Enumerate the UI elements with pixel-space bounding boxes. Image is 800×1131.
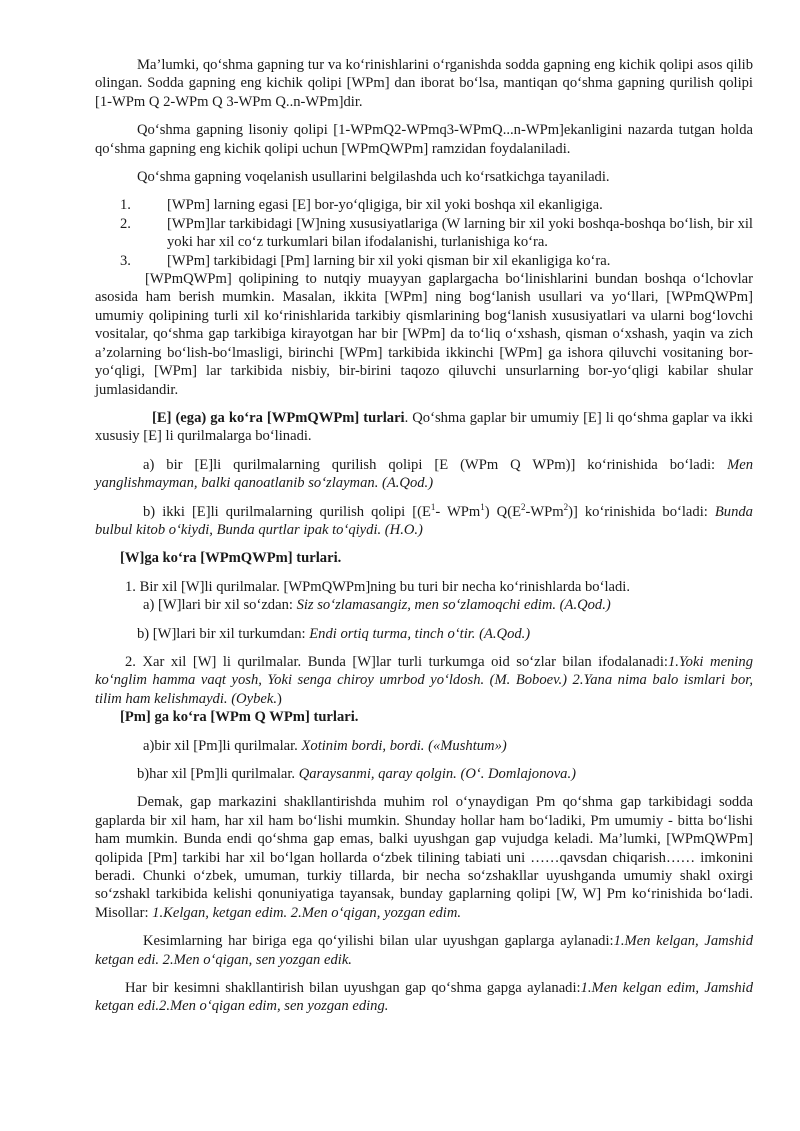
- paragraph-predicates: [95, 979, 753, 1016]
- example-quote: Siz so‘zlamasangiz, men so‘zlamoqchi edim. (A.Qod.): [296, 597, 611, 614]
- example-a: [95, 456, 753, 493]
- example-same-word: [95, 596, 753, 614]
- paragraph-subjects: [95, 932, 753, 969]
- example-text: b)har xil [Pm]li qurilmalar.: [137, 766, 299, 782]
- example-different-pm: [95, 765, 753, 783]
- example-quote: Qaraysanmi, qaray qolgin. (O‘. Domlajonova.): [298, 766, 576, 782]
- formula-superscript: 2: [563, 501, 569, 512]
- example-text: 2. Xar xil [W] li qurilmalar. Bunda [W]lar turli turkumga oid so‘zlar bilan ifodalanadi:: [125, 653, 668, 670]
- document-page: [95, 56, 753, 1016]
- paragraph-text: Har bir kesimni shakllantirish bilan uyushgan gap qo‘shma gapga aylanadi:: [125, 980, 581, 997]
- paragraph-text: Kesimlarning har biriga ega qo‘yilishi bilan ular uyushgan gaplarga aylanadi:: [143, 933, 614, 950]
- formula-part: b) ikki [E]li qurilmalarning qurilish qolipi [(E: [143, 503, 431, 520]
- example-same-class: [95, 625, 753, 643]
- section-heading-predicate: [W]ga ko‘ra [WPmQWPm] turlari.: [120, 550, 342, 567]
- formula-part: )] ko‘rinishida bo‘ladi:: [568, 503, 715, 520]
- example-same-pm: [95, 737, 753, 755]
- paragraph-criteria: Qo‘shma gapning voqelanish usullarini belgilashda uch ko‘rsatkichga tayaniladi.: [137, 169, 610, 186]
- section-heading: [E] (ega) ga ko‘ra [WPmQWPm] turlari: [152, 409, 405, 426]
- example-quote: 1.Yoki mening ko‘nglim hamma vaqt yosh, Yoki senga chiroy umrbod yo‘ldosh. (M. Boboev.): [95, 653, 753, 689]
- example-quote: 1.Men kelgan edim, Jamshid ketgan edi.2.Men o‘qigan edim, sen yozgan eding.: [95, 980, 753, 1015]
- formula-superscript: 1: [430, 501, 436, 512]
- section-heading-pm: [Pm] ga ko‘ra [WPm Q WPm] turlari.: [120, 709, 359, 726]
- list-item: [95, 196, 753, 214]
- paragraph-text: Demak, gap markazini shakllantirishda muhim rol o‘ynaydigan Pm qo‘shma gap tarkibidagi sodda gaplarda bir xil ham, har xil ham bo‘lishi mumkin. Shunday hollar ham bo‘ladiki, Pm umumiy - bitta bo‘lishi ham mumkin. Bunda endi qo‘shma gap emas, balki uyushgan gap vujudga keladi. Ma’lumki, [WPmQWPm] qolipida [Pm] tarkibi har xil bo‘lgan hollarda o‘zbek tilining tabiati uni ……qavsdan chiqarish…… imkonini beradi. Chunki o‘zbek, umuman, turkiy tillarda, bir necha so‘zshakllar uyushganda umumiy shakl oxirgi so‘zshakl tarkibida kelishi qonuniyatiga tayansak, bunday gaplarning qolipi [W, W] Pm ko‘rinishida bo‘ladi. Misollar:: [95, 794, 753, 921]
- paragraph-intro: Ma’lumki, qo‘shma gapning tur va ko‘rinishlarini o‘rganishda sodda gapning eng kichik qolipi asos qilib olingan. Sodda gapning eng kichik qolipi [WPm] dan iborat bo‘lsa, mantiqan qo‘shma gapning qurilish qolipi [1-WPm Q 2-WPm Q 3-WPm Q..n-WPm]dir.: [95, 57, 753, 110]
- paragraph-pattern-division: [WPmQWPm] qolipining to nutqiy muayyan gaplargacha bo‘linishlarini bundan boshqa o‘lchovlar asosida ham berish mumkin. Masalan, ikkita [WPm] ning bog‘lanish usullari va yo‘llari, [WPmQWPm] umumiy qolipining turli xil ko‘rinishlarida tarkibiy qismlarining bog‘lanish xususiyatlari va ularni bog‘lovchi vositalar, qo‘shma gap tarkibiga kirayotgan har bir [WPm] da to‘liq o‘xshash, qisman o‘xshash, yaqin va zich a’zolarning bo‘lish-bo‘lmasligi, birinchi [WPm] tarkibida ikkinchi [WPm] ga ishora qiluvchi vositaning bor-yo‘qligi, [WPm] lar tarkibida nisbiy, bir-birini taqozo qiluvchi unsurlarning bor-yo‘qligi kabilar shular jumlasidandir.: [95, 271, 753, 398]
- list-item: [95, 215, 753, 252]
- example-quote: Endi ortiq turma, tinch o‘tir. (A.Qod.): [309, 625, 531, 642]
- example-quote: Xotinim bordi, bordi. («Mushtum»): [301, 737, 507, 754]
- example-text: a) bir [E]li qurilmalarning qurilish qolipi [E (WPm Q WPm)] ko‘rinishida bo‘ladi:: [143, 456, 728, 473]
- formula-part: -WPm: [525, 503, 564, 520]
- formula-superscript: 2: [520, 501, 526, 512]
- example-text: a) [W]lari bir xil so‘zdan:: [143, 597, 297, 614]
- subsection-same: 1. Bir xil [W]li qurilmalar. [WPmQWPm]ning bu turi bir necha ko‘rinishlarda bo‘ladi.: [125, 578, 630, 595]
- paragraph-pattern: Qo‘shma gapning lisoniy qolipi [1-WPmQ2-WPmq3-WPmQ...n-WPm]ekanligini nazarda tutgan holda qo‘shma gapning eng kichik qolipi uchun [WPmQWPm] ramzidan foydalaniladi.: [95, 122, 753, 157]
- list-item-text: [WPm] larning egasi [E] bor-yo‘qligiga, bir xil yoki boshqa xil ekanligiga.: [167, 197, 603, 214]
- formula-superscript: 1: [480, 501, 485, 512]
- section-text: . Qo‘shma gaplar bir umumiy [E] li qo‘shma gaplar va ikki xususiy [E] li qurilmalarga bo‘linadi.: [95, 409, 753, 445]
- formula-part: ) Q(E: [484, 503, 521, 520]
- formula-part: - WPm: [435, 503, 481, 520]
- list-number: 2.: [120, 215, 131, 232]
- paragraph-conclusion: [95, 793, 753, 922]
- list-number: 1.: [120, 197, 131, 214]
- example-text: b) [W]lari bir xil turkumdan:: [137, 625, 310, 642]
- example-text: ): [276, 690, 282, 707]
- example-quote: 2.Yana nima balo ismlari bor, tilim ham kelishmaydi. (Oybek.: [95, 672, 753, 707]
- example-text: a)bir xil [Pm]li qurilmalar.: [143, 737, 302, 754]
- list-item-text: [WPm]lar tarkibidagi [W]ning xususiyatlariga (W larning bir xil yoki boshqa-boshqa bo‘lish, bir xil yoki har xil co‘z turkumlari bilan ifodalanishi, turlanishiga ko‘ra.: [167, 215, 753, 251]
- list-number: 3.: [120, 252, 131, 269]
- section-subject: [95, 409, 753, 446]
- example-quote: Bunda bulbul kitob o‘kiydi, Bunda qurtlar ipak to‘qiydi. (H.O.): [95, 503, 753, 538]
- example-quote: 1.Kelgan, ketgan edim. 2.Men o‘qigan, yozgan edim.: [152, 904, 462, 921]
- example-b: [95, 503, 753, 540]
- subsection-different: [95, 653, 753, 708]
- example-quote: Men yanglishmayman, balki qanoatlanib so‘zlayman. (A.Qod.): [95, 456, 753, 492]
- list-item: [95, 252, 753, 270]
- criteria-list: [95, 196, 753, 270]
- list-item-text: [WPm] tarkibidagi [Pm] larning bir xil yoki qisman bir xil ekanligiga ko‘ra.: [167, 252, 611, 269]
- example-quote: 1.Men kelgan, Jamshid ketgan edi. 2.Men o‘qigan, sen yozgan edik.: [95, 933, 753, 968]
